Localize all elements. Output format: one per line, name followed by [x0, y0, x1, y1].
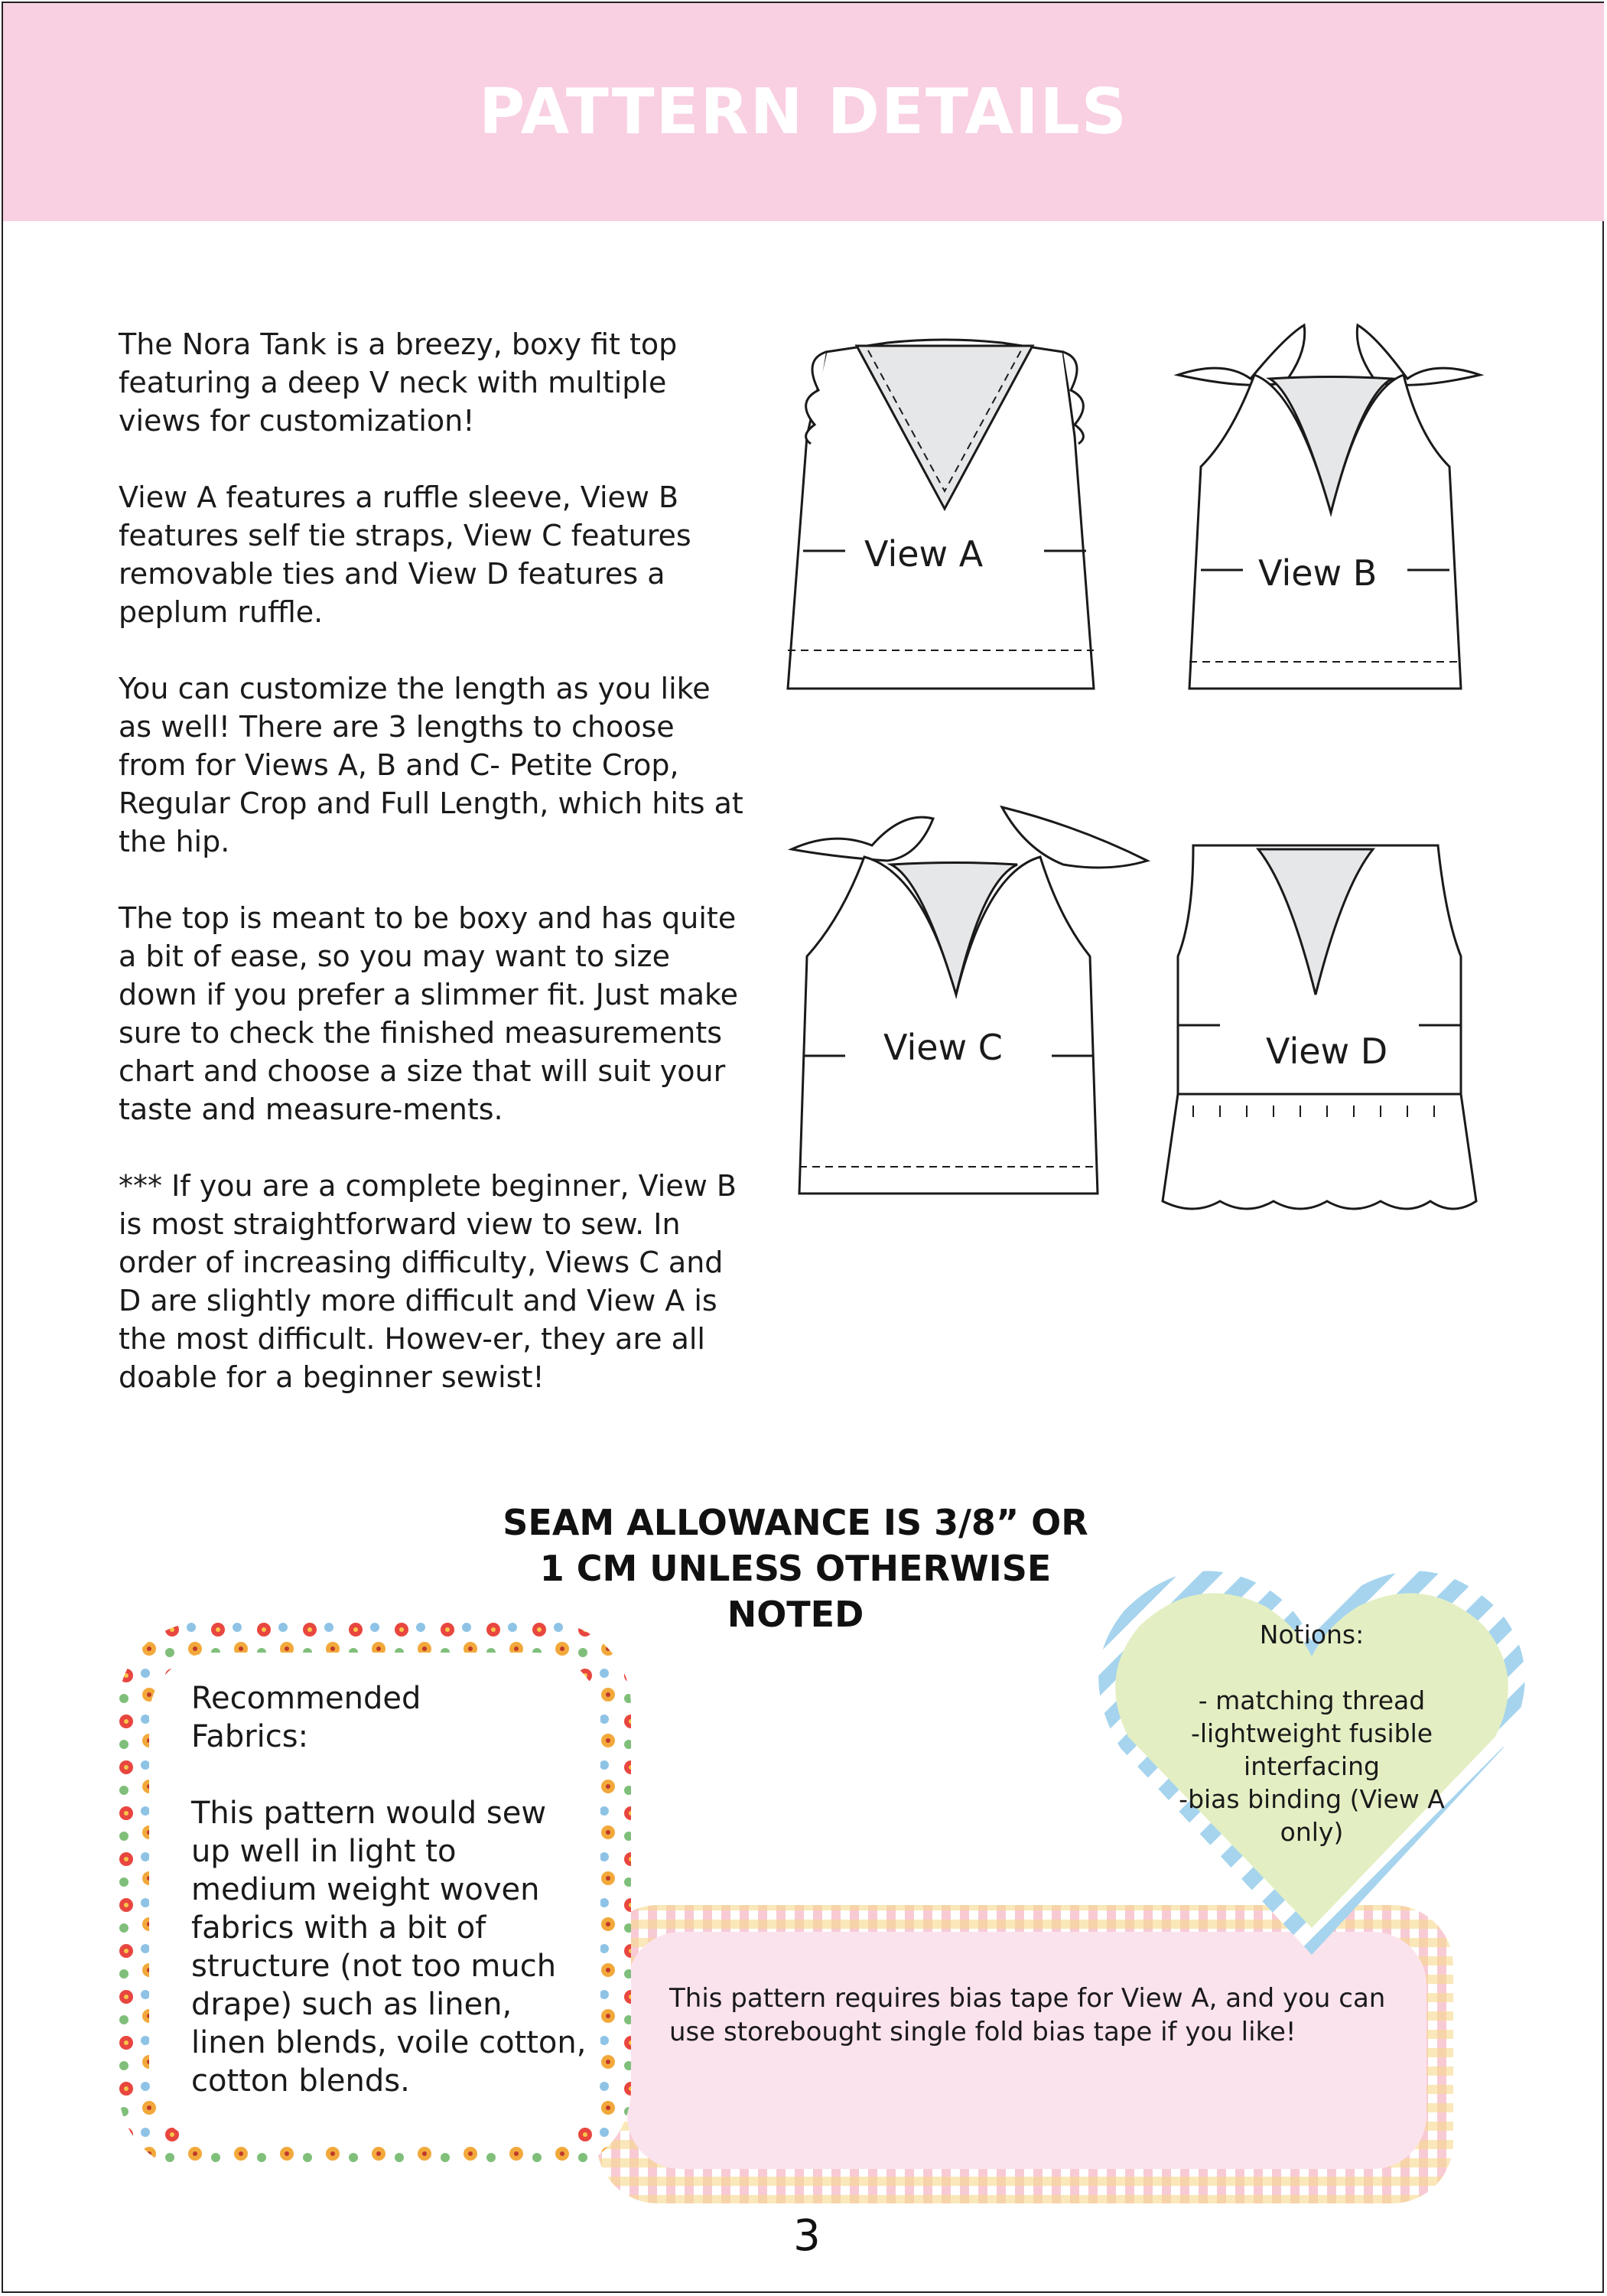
intro-paragraph: The top is meant to be boxy and has quite a bit of ease, so you may want to size down if you prefer a slimmer fit. Just make sure to check the finished measurements chart and choose a size that will suit your taste and measure-ments. [119, 901, 739, 1126]
view-d-illustration [1151, 842, 1488, 1216]
seam-line-3: NOTED [727, 1594, 864, 1635]
fabrics-body: This pattern would sew up well in light to medium weight woven fabrics with a bit of structure (not too much drape) such as linen, linen blends, voile cotton, cotton blends. [191, 1796, 587, 2099]
fabrics-title-line: Fabrics: [191, 1719, 309, 1754]
seam-allowance-note [490, 1500, 1101, 1637]
intro-paragraph: *** If you are a complete beginner, View B is most straightforward view to sew. In order of increasing difficulty, Views C and D are slightly more difficult and View A is the most difficult. Howev-er, they are all doable for a beginner sewist! [119, 1169, 737, 1394]
notions-item: -lightweight fusible interfacing [1190, 1718, 1433, 1781]
view-a-illustration [773, 329, 1117, 696]
fabrics-title-line: Recommended [191, 1681, 421, 1716]
notions-text [1159, 1618, 1465, 1848]
intro-paragraph: You can customize the length as you like as well! There are 3 lengths to choose from for Views A, B and C- Petite Crop, Regular Crop and Full Length, which hits at the hip. [119, 672, 743, 858]
notions-title: Notions: [1259, 1620, 1365, 1650]
view-b-illustration [1170, 321, 1492, 696]
intro-text [119, 325, 746, 1435]
notions-item: -bias binding (View A only) [1179, 1784, 1445, 1847]
seam-line-1: SEAM ALLOWANCE IS 3/8” OR [503, 1502, 1088, 1543]
seam-line-2: 1 CM UNLESS OTHERWISE [539, 1548, 1052, 1589]
view-c-illustration [788, 803, 1155, 1201]
view-c-label: View C [883, 1027, 1003, 1068]
intro-paragraph: The Nora Tank is a breezy, boxy fit top featuring a deep V neck with multiple views for customization! [119, 327, 678, 438]
page-number: 3 [793, 2211, 821, 2261]
view-a-label: View A [864, 533, 984, 575]
page-title: PATTERN DETAILS [479, 76, 1128, 148]
bias-tape-text: This pattern requires bias tape for View A, and you can use storebought single fold bias tape if you like! [669, 1983, 1386, 2047]
notions-item: - matching thread [1198, 1685, 1426, 1715]
fabrics-text [191, 1679, 589, 2138]
view-d-label: View D [1266, 1031, 1388, 1072]
header-band [3, 3, 1604, 221]
intro-paragraph: View A features a ruffle sleeve, View B features self tie straps, View C features removable ties and View D features a peplum ruffle. [119, 480, 691, 629]
view-b-label: View B [1258, 552, 1378, 594]
fabrics-title [191, 1679, 589, 1756]
